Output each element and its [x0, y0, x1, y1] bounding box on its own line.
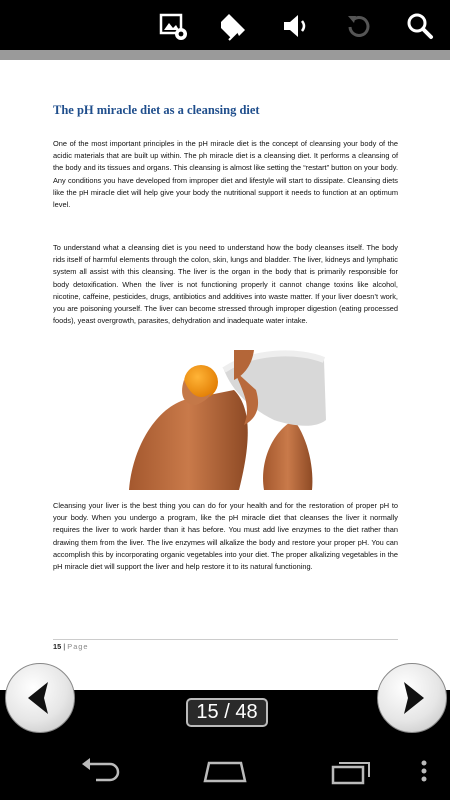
page-footer — [53, 642, 89, 651]
search-icon[interactable] — [404, 10, 436, 42]
page-counter: 15 / 48 — [186, 698, 268, 727]
recent-apps-icon[interactable] — [329, 757, 373, 785]
volume-icon[interactable] — [280, 10, 312, 42]
footer-divider — [53, 639, 398, 640]
legs-with-orange-photo — [124, 350, 329, 490]
arrow-right-icon — [392, 678, 432, 718]
page-edge-strip — [0, 50, 450, 60]
image-settings-icon[interactable] — [158, 10, 190, 42]
home-icon[interactable] — [201, 757, 249, 785]
paragraph-3: Cleansing your liver is the best thing you can do for your health and for the restoration of proper pH to your body. When you undergo a program, like the pH miracle diet that cleanses the liver it normally requires the liver to work harder than it has before. You must add live enzymes to the diet rather than drawing them from the liver. The live enzymes will alkalize the body and restore your proper pH. You can accomplish this by incorporating organic vegetables into your diet. The proper alkalizing vegetables in the pH miracle diet will support the liver and help restore it to its natural functioning. — [53, 501, 398, 572]
section-heading: The pH miracle diet as a cleansing diet — [53, 103, 260, 117]
document-page[interactable] — [0, 60, 450, 690]
app-toolbar — [0, 0, 450, 50]
bookmark-icon[interactable] — [217, 10, 249, 42]
back-icon[interactable] — [78, 757, 122, 785]
system-navigation-bar — [0, 740, 450, 800]
paragraph-2: To understand what a cleansing diet is you need to understand how the body cleanses itself. The body rids itself of harmful elements through the colon, skin, lungs and bladder. The liver, kidneys and lymphatic system all assist with this cleansing. The liver is the organ in the body that is primarily responsible for body detoxification. When the liver is not functioning properly it cannot change toxins like alcohol, nicotine, caffeine, pesticides, drugs, antibiotics and additives into waste matter. If your liver doesn’t work, you are poisoning yourself. The liver can become stressed through improper digestion (eating processed foods), yeast overgrowth, parasites, dehydration and inadequate water intake. — [53, 243, 398, 326]
footer-page-label: Page — [67, 642, 89, 651]
next-page-button[interactable] — [377, 663, 447, 733]
footer-separator: | — [61, 642, 68, 651]
arrow-left-icon — [20, 678, 60, 718]
rotate-icon[interactable] — [342, 10, 374, 42]
previous-page-button[interactable] — [5, 663, 75, 733]
footer-page-number: 15 — [53, 642, 62, 651]
overflow-menu-icon[interactable] — [418, 757, 430, 785]
paragraph-1: One of the most important principles in the pH miracle diet is the concept of cleansing your body of the acidic materials that are built up within. The ph miracle diet is a cleansing diet. It performs a cleansing of the body and its tissues and organs. This cleansing is almost like setting the “restart” button on your body. Any conditions you have developed from improper diet and lifestyle will start to dissipate. Cleansing diets like the pH miracle diet will help give your body the nutritional support it needs to function at an optimum level. — [53, 139, 398, 210]
